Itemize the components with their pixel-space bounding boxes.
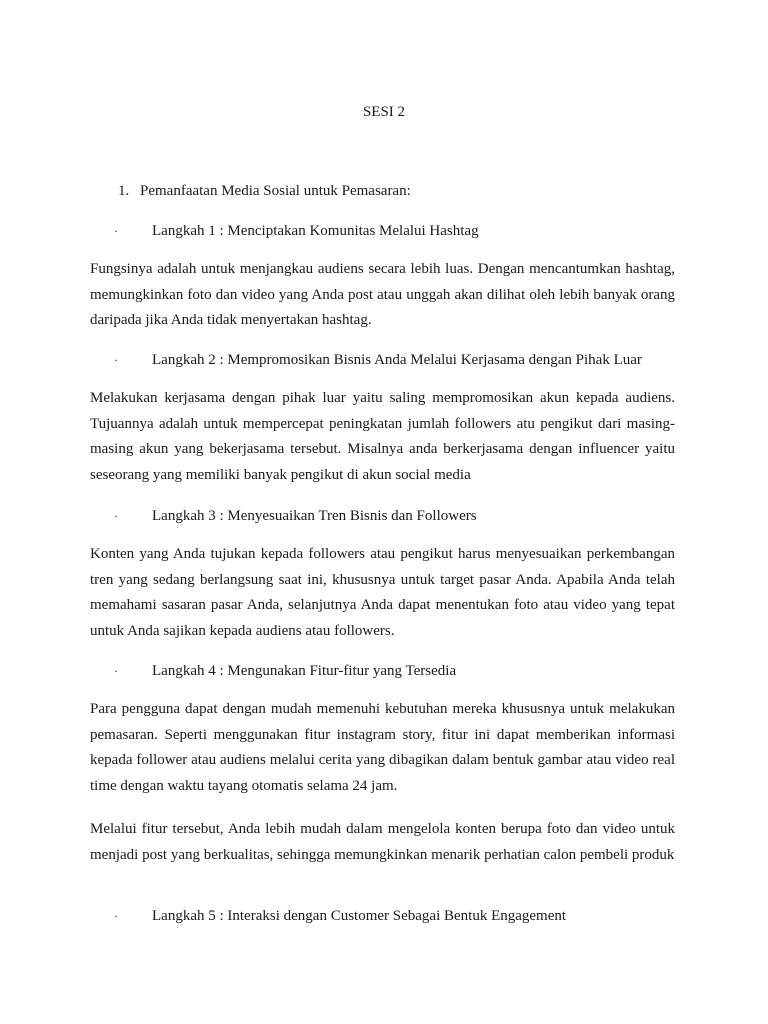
paragraph-step-3: Konten yang Anda tujukan kepada followers atau pengikut harus menyesuaikan perkembangan tren yang sedang berlangsung saat ini, khususnya untuk target pasar Anda. Apabila Anda telah memahami sasaran pasar Anda, selanjutnya Anda dapat menentukan foto atau video yang tepat untuk Anda sajikan kepada audiens atau followers. bbox=[90, 546, 675, 639]
step-3-heading bbox=[114, 507, 477, 525]
section-number: 1. bbox=[118, 183, 130, 199]
step-5-heading bbox=[114, 907, 566, 925]
step-2-heading bbox=[114, 351, 642, 369]
step-4-heading bbox=[114, 662, 456, 680]
paragraph-step-4: Para pengguna dapat dengan mudah memenuhi kebutuhan mereka khususnya untuk melakukan pemasaran. Seperti menggunakan fitur instagram story, fitur ini dapat memberikan informasi kepada follower atau audiens melalui cerita yang dibagikan dalam bentuk gambar atau video real time dengan waktu tayang otomatis selama 24 jam. bbox=[90, 701, 675, 794]
section-heading bbox=[118, 182, 411, 200]
step-2-label: Langkah 2 : Mempromosikan Bisnis Anda Melalui Kerjasama dengan Pihak Luar bbox=[152, 352, 642, 368]
session-title: SESI 2 bbox=[362, 104, 406, 120]
step-5-label: Langkah 5 : Interaksi dengan Customer Sebagai Bentuk Engagement bbox=[152, 908, 567, 924]
bullet-icon: · bbox=[114, 224, 118, 238]
step-1-label: Langkah 1 : Menciptakan Komunitas Melalui Hashtag bbox=[152, 223, 479, 239]
step-3-label: Langkah 3 : Menyesuaikan Tren Bisnis dan Followers bbox=[152, 508, 477, 524]
bullet-icon: · bbox=[114, 509, 118, 523]
paragraph-step-1: Fungsinya adalah untuk menjangkau audiens secara lebih luas. Dengan mencantumkan hashtag, memungkinkan foto dan video yang Anda post atau unggah akan dilihat oleh lebih banyak orang daripada jika Anda tidak menyertakan hashtag. bbox=[90, 261, 675, 328]
step-1-heading bbox=[114, 222, 479, 240]
section-label: Pemanfaatan Media Sosial untuk Pemasaran: bbox=[140, 183, 411, 199]
bullet-icon: · bbox=[114, 664, 118, 678]
paragraph-step-4-continued: Melalui fitur tersebut, Anda lebih mudah dalam mengelola konten berupa foto dan video untuk menjadi post yang berkualitas, sehingga memungkinkan menarik perhatian calon pembeli produk bbox=[90, 821, 675, 863]
step-4-label: Langkah 4 : Mengunakan Fitur-fitur yang Tersedia bbox=[152, 663, 457, 679]
bullet-icon: · bbox=[114, 353, 118, 367]
paragraph-step-2: Melakukan kerjasama dengan pihak luar yaitu saling mempromosikan akun kepada audiens. Tujuannya adalah untuk mempercepat peningkatan jumlah followers atu pengikut dari masing-masing akun yang bekerjasama tersebut. Misalnya anda berkerjasama dengan influencer yaitu seseorang yang memiliki banyak pengikut di akun social media bbox=[90, 390, 675, 483]
bullet-icon: · bbox=[114, 909, 118, 923]
